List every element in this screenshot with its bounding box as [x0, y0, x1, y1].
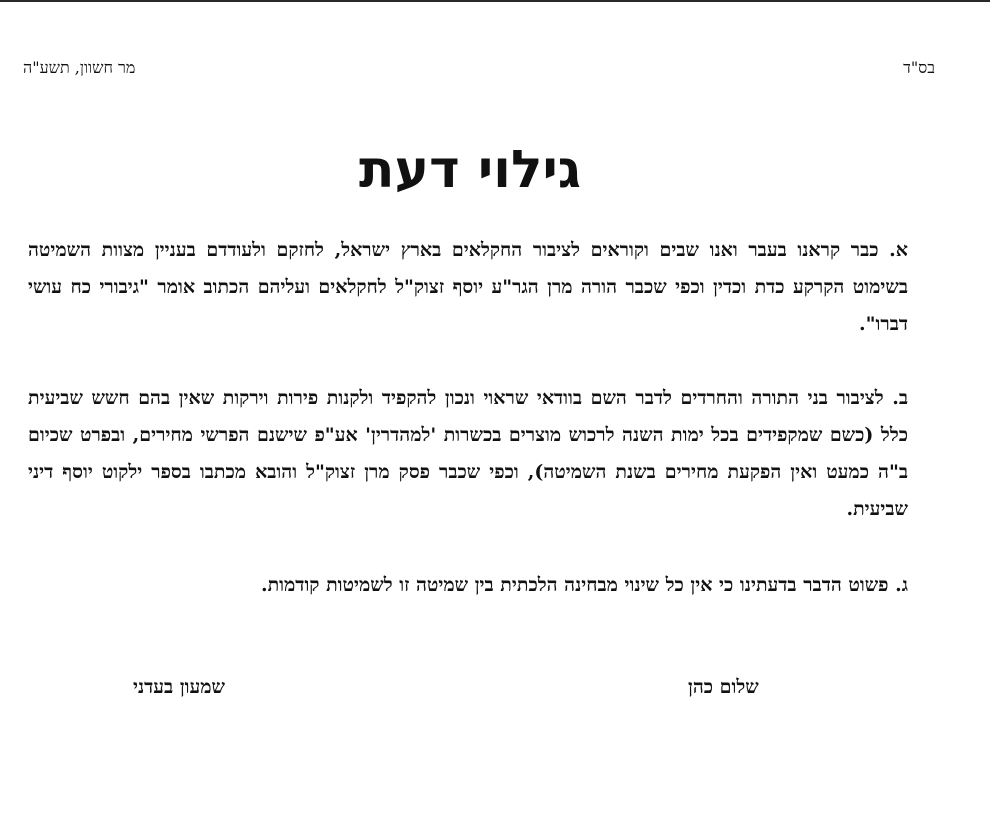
paragraph-c: ג. פשוט הדבר בדעתינו כי אין כל שינוי מבחינה הלכתית בין שמיטה זו לשמיטות קודמות.: [260, 574, 908, 596]
header-date: מר חשוון, תשע"ה: [23, 58, 136, 77]
signature-left: שמעון בעדני: [133, 676, 225, 698]
signature-right: שלום כהן: [688, 676, 759, 698]
top-border-line: [0, 0, 990, 2]
header-bsd: בס"ד: [903, 58, 935, 77]
document-title: גילוי דעת: [359, 140, 581, 200]
paragraph-a: א. כבר קראנו בעבר ואנו שבים וקוראים לציבור החקלאים בארץ ישראל, לחזקם ולעודדם בעניין מצוות השמיטה בשימוט הקרקע כדת וכדין וכפי שכבר הורה מרן הגר"ע יוסף זצוק"ל לחקלאים ועליהם הכתוב אומר "גיבורי כח עושי דברו".: [28, 239, 908, 335]
paragraph-b: ב. לציבור בני התורה והחרדים לדבר השם בוודאי שראוי ונכון להקפיד ולקנות פירות וירקות שאין בהם חשש שביעית כלל (כשם שמקפידים בכל ימות השנה לרכוש מוצרים בכשרות 'למהדרין' אע"פ שישנם הפרשי מחירים, ובפרט שכיום ב"ה כמעט ואין הפקעת מחירים בשנת השמיטה), וכפי שכבר פסק מרן זצוק"ל והובא מכתבו בספר ילקוט יוסף דיני שביעית.: [28, 387, 908, 520]
